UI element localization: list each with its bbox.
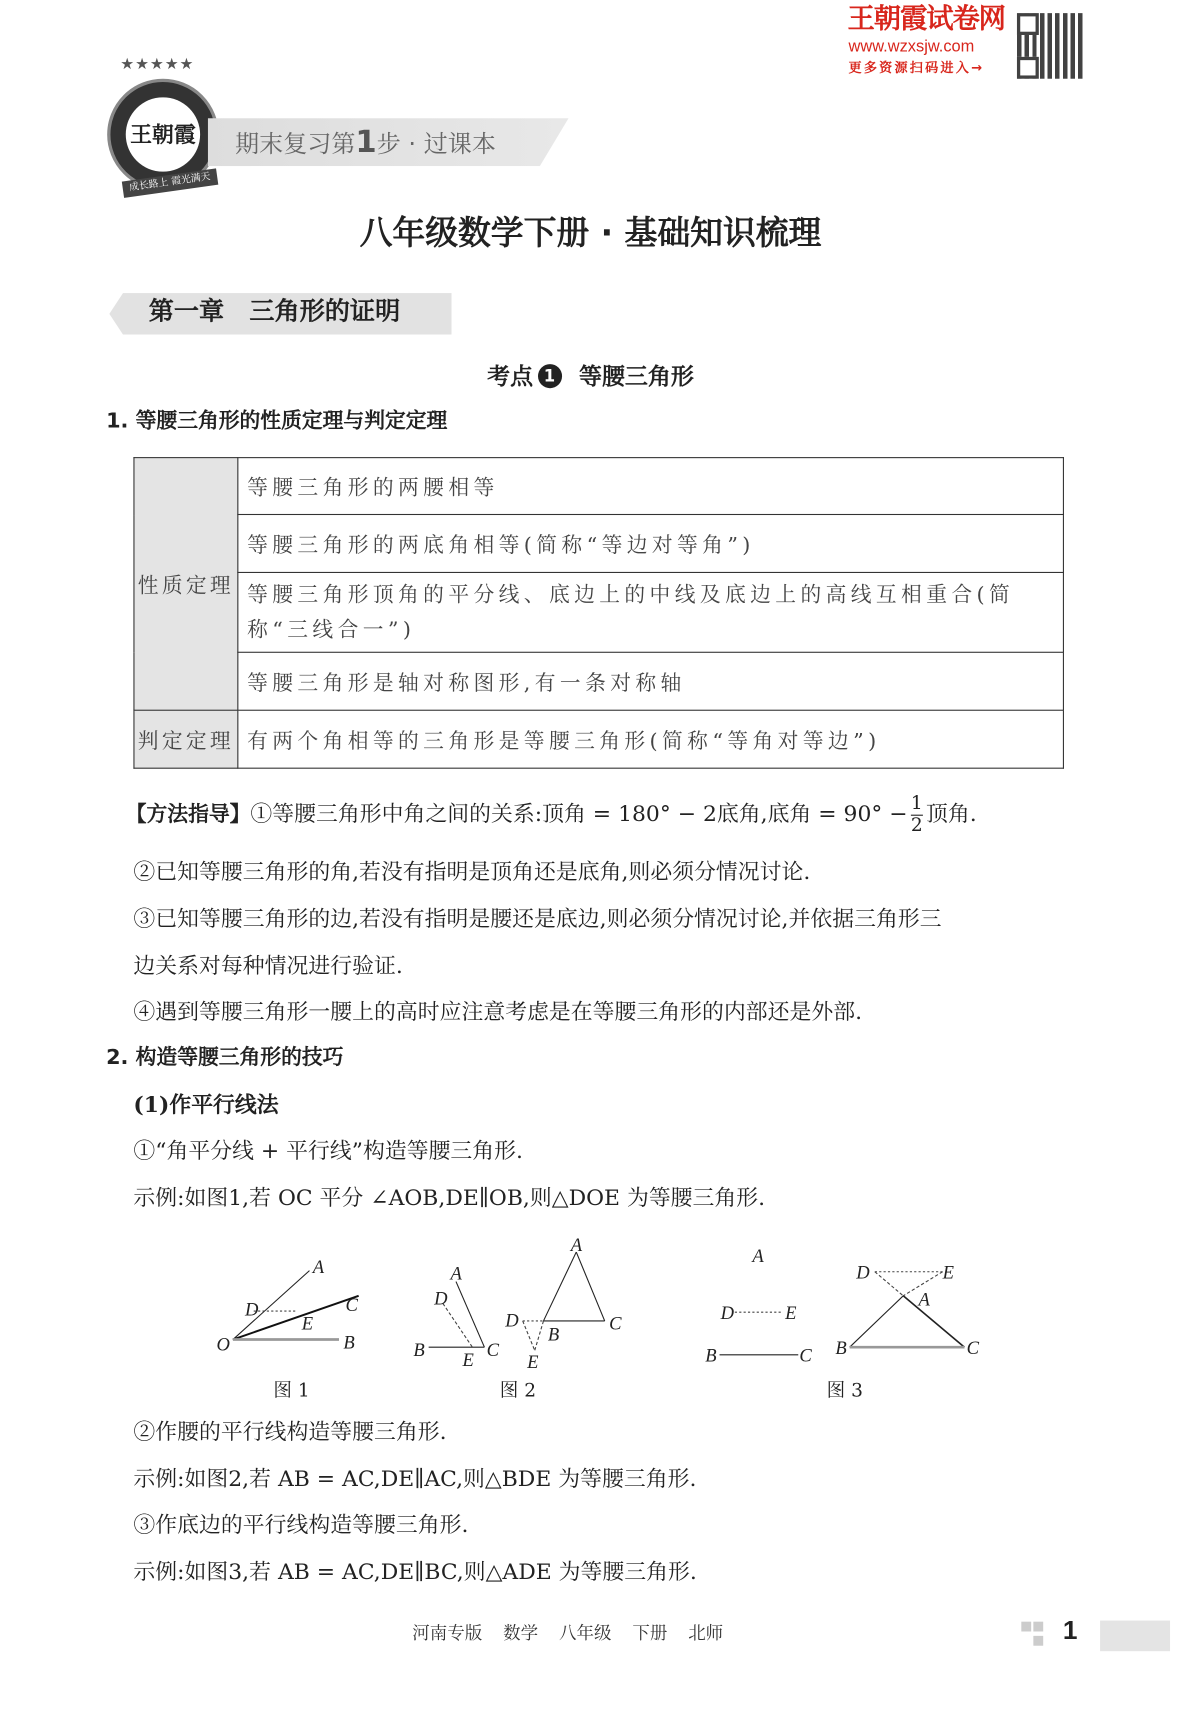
fig1-label-E: E [301, 1313, 314, 1335]
property-1: 等腰三角形的两腰相等 [238, 458, 1064, 515]
method-line-2: ②已知等腰三角形的角,若没有指明是顶角还是底角,则必须分情况讨论. [133, 858, 811, 885]
figure-1 [217, 1257, 359, 1356]
fig1-label-A: A [312, 1256, 325, 1278]
fig3b-label-A: A [918, 1289, 930, 1311]
fraction-half [911, 794, 923, 837]
step-banner-text [235, 122, 496, 165]
item-1: ①“角平分线 + 平行线”构造等腰三角形. [133, 1137, 524, 1164]
property-3: 等腰三角形顶角的平分线、底边上的中线及底边上的高线互相重合(简称“三线合一”) [238, 572, 1064, 652]
property-2: 等腰三角形的两底角相等(简称“等边对等角”) [238, 514, 1064, 572]
judge-theorem: 有两个角相等的三角形是等腰三角形(简称“等角对等边”) [238, 710, 1064, 768]
logo-ribbon: 成长路上 霞光满天 [122, 168, 218, 197]
method-line-1 [126, 794, 977, 837]
figures [0, 1225, 1181, 1378]
stars-icon: ★★★★★ [120, 55, 195, 74]
item-3: ③作底边的平行线构造等腰三角形. [133, 1511, 469, 1538]
brand-url[interactable]: www.wzxsjw.com [848, 37, 975, 56]
section1-heading: 1. 等腰三角形的性质定理与判定定理 [106, 408, 448, 434]
fig2b-label-C: C [609, 1313, 622, 1335]
item-2: ②作腰的平行线构造等腰三角形. [133, 1418, 447, 1445]
fig2a-label-C: C [486, 1339, 500, 1361]
method-line-4: ④遇到等腰三角形一腰上的高时应注意考虑是在等腰三角形的内部还是外部. [133, 998, 863, 1025]
exam-point-heading [0, 363, 1181, 391]
fig2a-label-D: D [434, 1288, 448, 1310]
frac-den: 2 [910, 814, 923, 837]
fig3a-label-E: E [785, 1302, 797, 1324]
property-label: 性质定理 [134, 458, 238, 711]
footer-edition: 河南专版 数学 八年级 下册 北师 [412, 1622, 724, 1644]
page-tab [1100, 1621, 1170, 1652]
brand-cta: 更多资源扫码进入→ [848, 60, 985, 76]
fig2a-label-A: A [450, 1263, 462, 1285]
figure-2 [413, 1235, 622, 1373]
fig1-label-D: D [244, 1299, 259, 1321]
logo-text: 王朝霞 [126, 97, 200, 171]
example-1: 示例:如图1,若 OC 平分 ∠AOB,DE∥OB,则△DOE 为等腰三角形. [133, 1184, 766, 1211]
fig3a-label-D: D [720, 1302, 735, 1324]
point-prefix: 考点 [487, 363, 534, 390]
fig3a-label-A: A [752, 1245, 764, 1267]
figure-3 [705, 1246, 979, 1367]
fig1-label-O: O [216, 1334, 230, 1356]
fig2b-label-A: A [570, 1234, 583, 1256]
method-label: 【方法指导】 [125, 802, 251, 827]
frac-num: 1 [910, 792, 923, 815]
example-2: 示例:如图2,若 AB = AC,DE∥AC,则△BDE 为等腰三角形. [133, 1465, 697, 1492]
method-line-1a: ①等腰三角形中角之间的关系:顶角 = 180° − 2底角,底角 = 90° − [250, 800, 908, 827]
figure-1-caption: 图 1 [273, 1379, 310, 1402]
section2-heading: 2. 构造等腰三角形的技巧 [106, 1045, 344, 1070]
banner-prefix: 期末复习第 [235, 131, 356, 159]
page-squares-icon [1021, 1622, 1043, 1648]
fig3b-label-E: E [942, 1262, 954, 1284]
banner-suffix: 步 · 过课本 [376, 131, 496, 159]
fig3b-label-C: C [966, 1337, 980, 1359]
fig3b-label-B: B [835, 1337, 847, 1359]
banner-number: 1 [355, 123, 377, 160]
fig3a-label-C: C [799, 1345, 812, 1367]
fig2b-label-E: E [527, 1351, 539, 1373]
judge-label: 判定定理 [134, 710, 238, 768]
figure-3-caption: 图 3 [826, 1379, 864, 1402]
fig1-label-C: C [345, 1295, 358, 1317]
method-line-3b: 边关系对每种情况进行验证. [133, 952, 403, 979]
fig1-label-B: B [343, 1332, 355, 1354]
page-title: 八年级数学下册 · 基础知识梳理 [359, 214, 822, 253]
figure-2-caption: 图 2 [499, 1379, 537, 1402]
point-number: 1 [537, 364, 561, 388]
page-number: 1 [1062, 1616, 1078, 1646]
fig2b-label-B: B [547, 1324, 560, 1346]
method-line-1b: 顶角. [926, 800, 977, 827]
point-name: 等腰三角形 [579, 363, 694, 390]
fig2a-label-E: E [462, 1349, 474, 1371]
fig3a-label-B: B [705, 1345, 717, 1367]
theorem-table [133, 457, 1064, 769]
qr-code-icon[interactable] [1017, 13, 1083, 79]
sub-heading: (1)作平行线法 [133, 1091, 279, 1118]
chapter-title: 第一章 三角形的证明 [148, 297, 401, 326]
fig2a-label-B: B [413, 1339, 425, 1361]
example-3: 示例:如图3,若 AB = AC,DE∥BC,则△ADE 为等腰三角形. [133, 1558, 697, 1585]
property-4: 等腰三角形是轴对称图形,有一条对称轴 [238, 652, 1064, 710]
fig3b-label-D: D [856, 1262, 870, 1284]
fig2b-label-D: D [505, 1310, 519, 1332]
method-line-3a: ③已知等腰三角形的边,若没有指明是腰还是底边,则必须分情况讨论,并依据三角形三 [133, 905, 942, 932]
brand-name: 王朝霞试卷网 [847, 2, 1005, 34]
